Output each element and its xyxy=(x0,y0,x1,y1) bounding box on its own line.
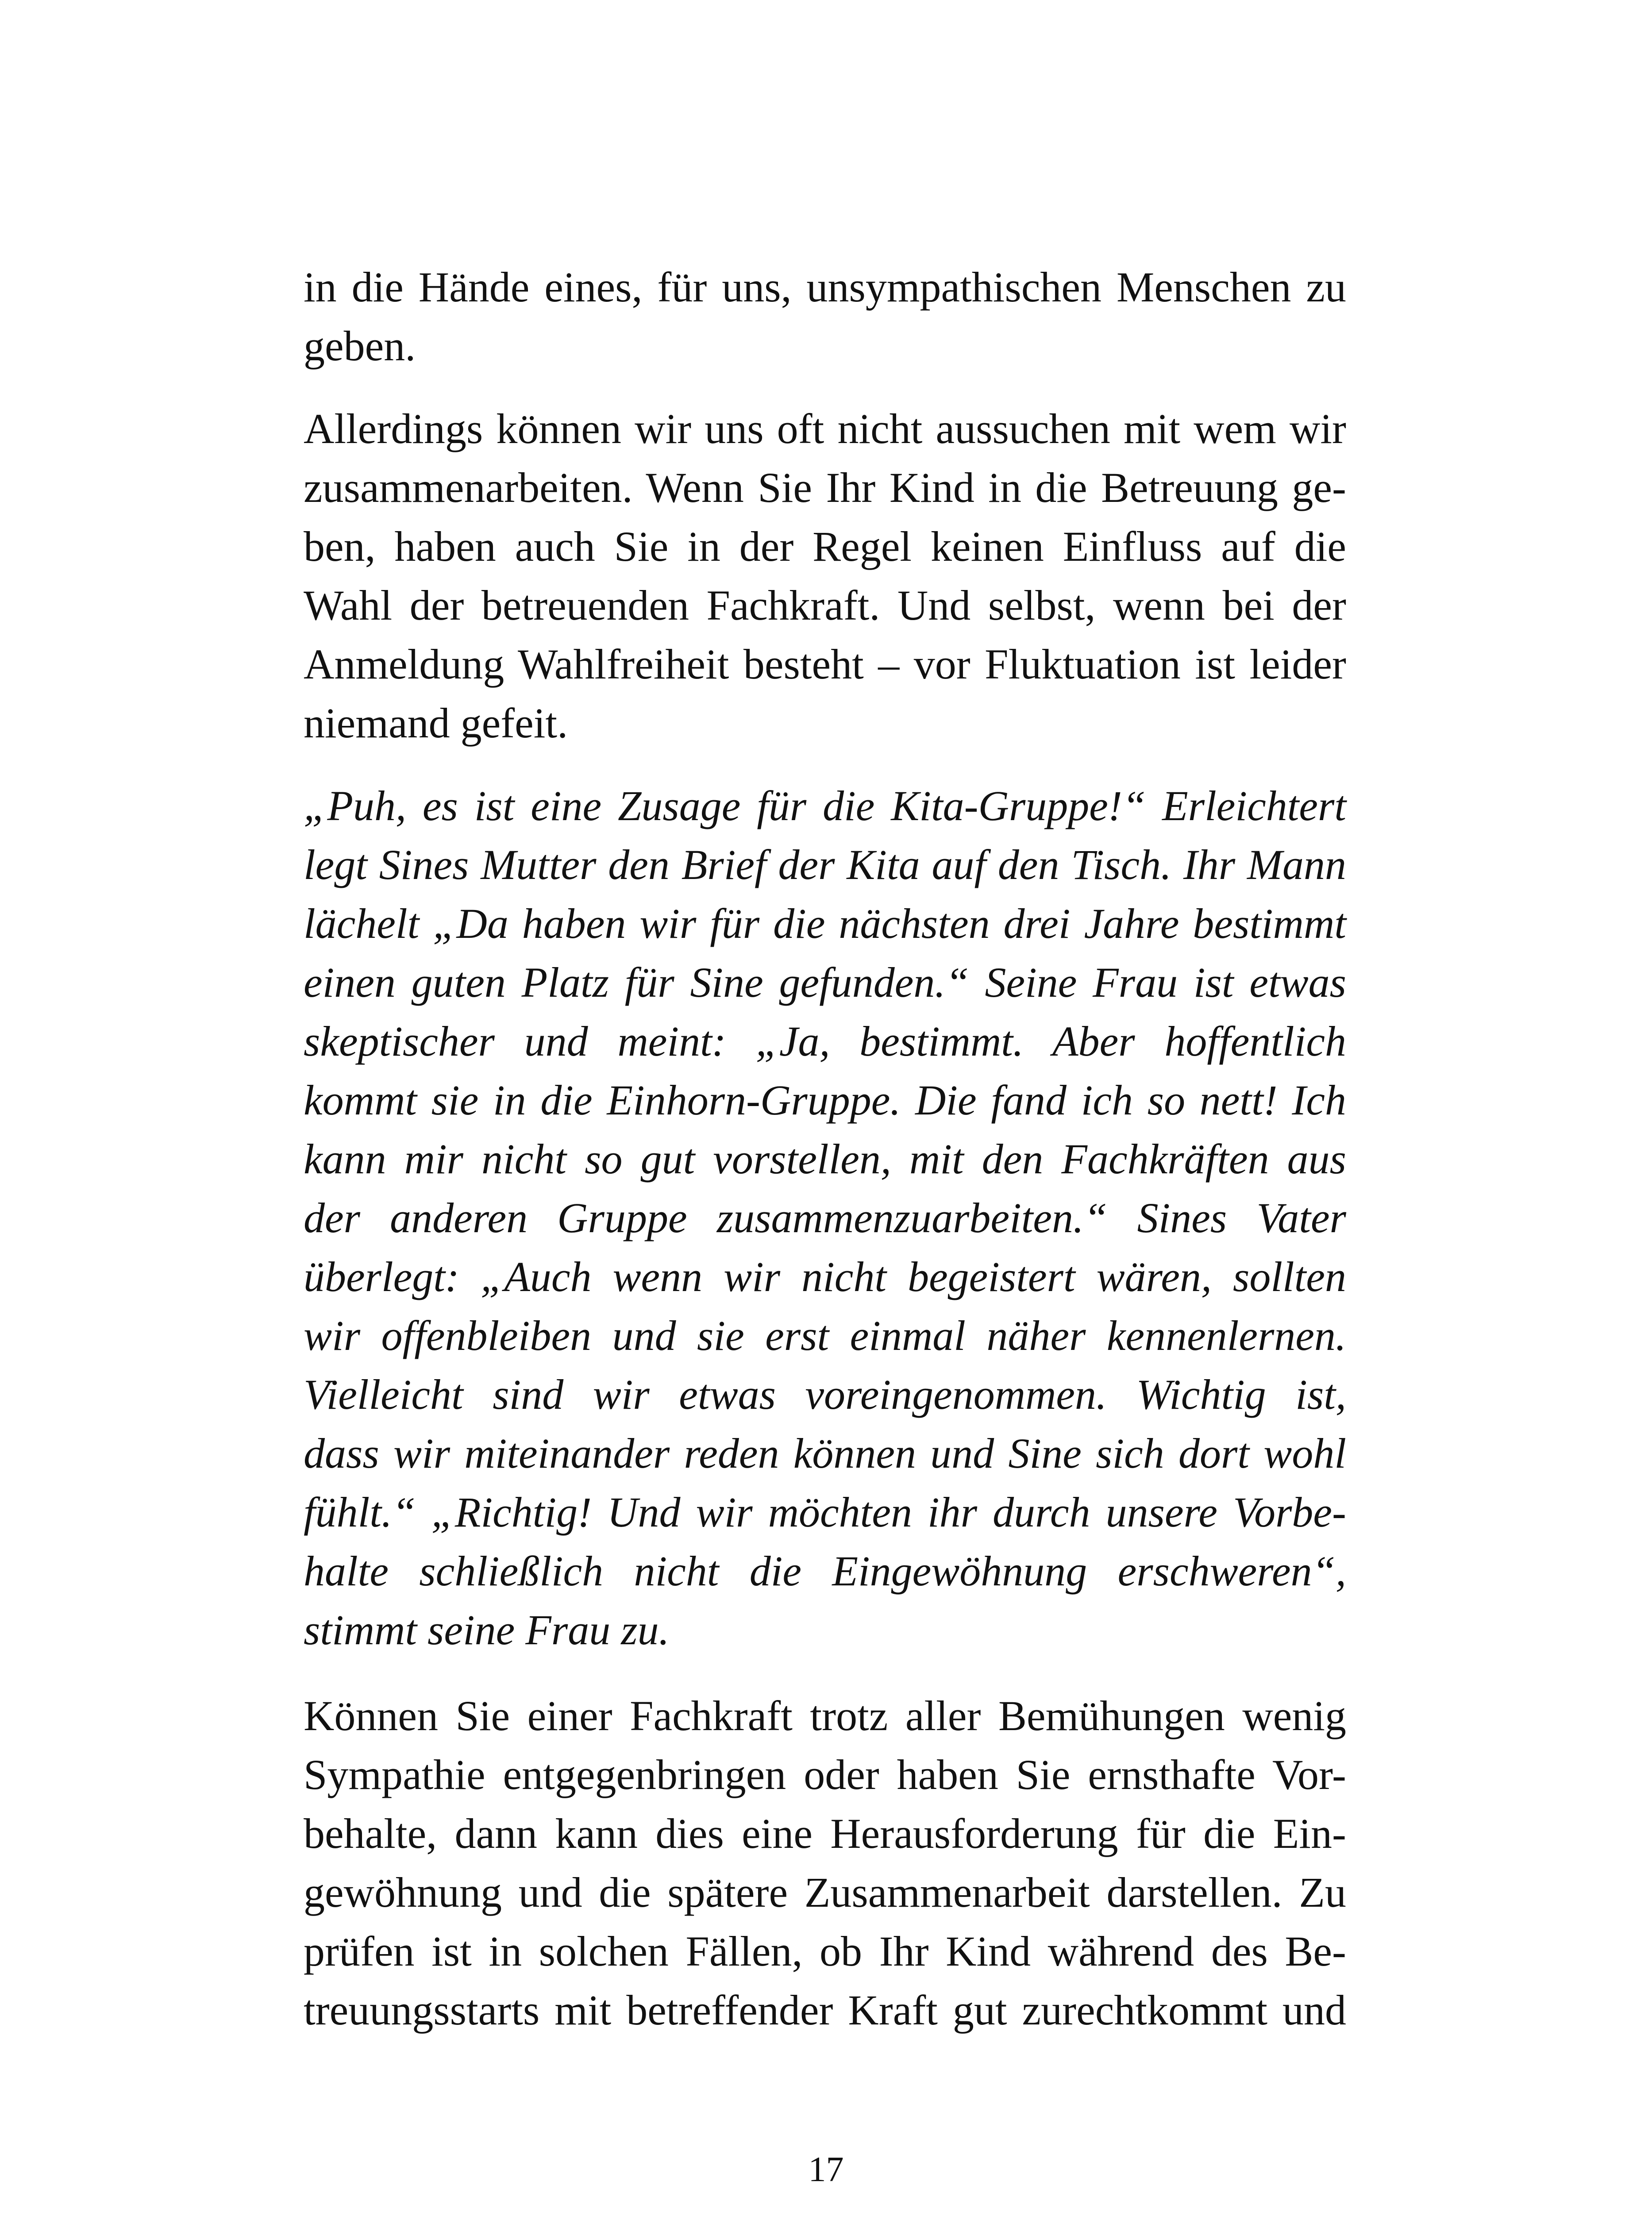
text-line: Allerdings können wir uns oft nicht aussuchen mit wem wir xyxy=(304,405,1346,452)
text-line: gewöhnung und die spätere Zusammenarbeit darstellen. Zu xyxy=(304,1869,1346,1916)
text-line: Anmeldung Wahlfreiheit besteht – vor Fluktuation ist leider xyxy=(304,640,1346,688)
text-line: einen guten Platz für Sine gefunden.“ Seine Frau ist etwas xyxy=(304,959,1346,1006)
paragraph-1 xyxy=(304,258,1346,375)
text-line: „Puh, es ist eine Zusage für die Kita-Gruppe!“ Erleichtert xyxy=(304,782,1346,829)
italic-example-paragraph xyxy=(304,776,1346,1659)
text-line: dass wir miteinander reden können und Sine sich dort wohl xyxy=(304,1430,1346,1477)
page-number: 17 xyxy=(808,2150,844,2189)
text-line: in die Hände eines, für uns, unsympathischen Menschen zu xyxy=(304,263,1346,311)
text-line: kann mir nicht so gut vorstellen, mit den Fachkräften aus xyxy=(304,1135,1346,1183)
text-line: Wahl der betreuenden Fachkraft. Und selbst, wenn bei der xyxy=(304,582,1346,629)
text-line: geben. xyxy=(304,322,416,370)
text-line: behalte, dann kann dies eine Herausforderung für die Ein- xyxy=(304,1810,1346,1857)
text-line: Sympathie entgegenbringen oder haben Sie ernsthafte Vor- xyxy=(304,1751,1346,1798)
text-line: Vielleicht sind wir etwas voreingenommen. Wichtig ist, xyxy=(304,1371,1346,1418)
text-line: niemand gefeit. xyxy=(304,699,568,747)
text-line: lächelt „Da haben wir für die nächsten drei Jahre bestimmt xyxy=(304,900,1346,947)
text-line: prüfen ist in solchen Fällen, ob Ihr Kind während des Be- xyxy=(304,1928,1346,1975)
text-line: Können Sie einer Fachkraft trotz aller Bemühungen wenig xyxy=(304,1692,1346,1739)
text-line: treuungsstarts mit betreffender Kraft gut zurechtkommt und xyxy=(304,1986,1346,2034)
text-line: stimmt seine Frau zu. xyxy=(304,1606,670,1654)
text-line: skeptischer und meint: „Ja, bestimmt. Aber hoffentlich xyxy=(304,1018,1346,1065)
text-line: zusammenarbeiten. Wenn Sie Ihr Kind in die Betreuung ge- xyxy=(304,464,1346,511)
text-line: wir offenbleiben und sie erst einmal näher kennenlernen. xyxy=(304,1312,1346,1359)
text-line: legt Sines Mutter den Brief der Kita auf den Tisch. Ihr Mann xyxy=(304,841,1346,888)
text-line: kommt sie in die Einhorn-Gruppe. Die fand ich so nett! Ich xyxy=(304,1076,1346,1124)
text-line: halte schließlich nicht die Eingewöhnung erschweren“, xyxy=(304,1547,1346,1595)
text-line: der anderen Gruppe zusammenzuarbeiten.“ Sines Vater xyxy=(304,1194,1346,1241)
text-line: ben, haben auch Sie in der Regel keinen Einfluss auf die xyxy=(304,523,1346,570)
text-line: überlegt: „Auch wenn wir nicht begeistert wären, sollten xyxy=(304,1253,1346,1300)
text-line: fühlt.“ „Richtig! Und wir möchten ihr durch unsere Vorbe- xyxy=(304,1488,1346,1536)
paragraph-4 xyxy=(304,1686,1346,2040)
paragraph-2 xyxy=(304,399,1346,752)
